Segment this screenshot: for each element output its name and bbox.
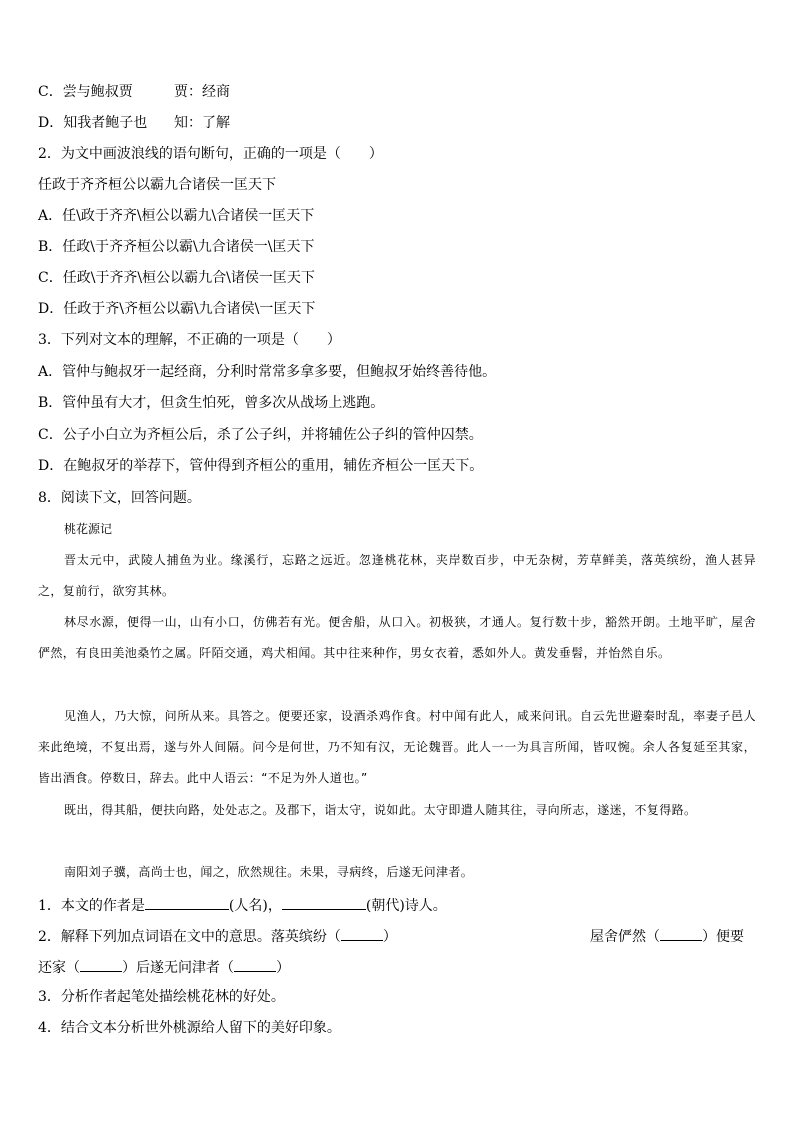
question-3: 3．下列对文本的理解，不正确的一项是（ ） <box>38 332 341 348</box>
question-8: 8．阅读下文，回答问题。 <box>38 490 201 506</box>
yanran-answer-blank[interactable] <box>660 926 702 941</box>
passage-paragraph-3: 见渔人，乃大惊，问所从来。具答之。便要还家，设酒杀鸡作食。村中闻有此人，咸来问讯。自云先世避秦时乱，率妻子邑人来此绝境，不复出焉，遂与外人间隔。问今是何世，乃不知有汉，无论魏晋。此人一一为具言所闻，皆叹惋。余人各复延至其家，皆出酒食。停数日，辞去。此中人语云：“不足为外人道也。” <box>38 709 756 785</box>
answer-question-3: 3．分析作者起笔处描绘桃花林的好处。 <box>38 989 285 1005</box>
answer-question-2: 2．解释下列加点词语在文中的意思。落英缤纷（ ） <box>38 926 397 946</box>
option-d: D．知我者鲍子也 <box>38 115 148 131</box>
option-c: C．尝与鲍叔贾 <box>38 84 133 100</box>
passage-paragraph-2: 林尽水源，便得一山，山有小口，仿佛若有光。便舍船，从口入。初极狭，才通人。复行数十步，豁然开朗。土地平旷，屋舍俨然，有良田美池桑竹之属。阡陌交通，鸡犬相闻。其中往来种作，男女衣着，悉如外人。黄发垂髫，并怡然自乐。 <box>38 615 756 660</box>
passage-paragraph-5: 南阳刘子骥，高尚士也，闻之，欣然规往。未果，寻病终，后遂无问津者。 <box>64 865 474 879</box>
question-2-option-a: A．任\政于齐齐\桓公以霸九\合诸侯一匡天下 <box>38 208 315 224</box>
question-2-option-c: C．任政\于齐齐\桓公以霸九合\诸侯一匡天下 <box>38 270 315 286</box>
answer-question-2-right: 屋舍俨然（ ）便要 <box>590 926 744 946</box>
luoying-answer-blank[interactable] <box>341 926 383 941</box>
question-3-option-b: B．管仲虽有大才，但贪生怕死，曾多次从战场上逃跑。 <box>38 395 385 411</box>
option-c-gloss: 贾：经商 <box>174 84 230 100</box>
question-2-sentence: 任政于齐齐桓公以霸九合诸侯一匡天下 <box>38 177 276 193</box>
question-2-option-d: D．任政于齐\齐桓公以霸\九合诸侯\一匡天下 <box>38 301 316 317</box>
answer-question-4: 4．结合文本分析世外桃源给人留下的美好印象。 <box>38 1020 341 1036</box>
passage-paragraph-4: 既出，得其船，便扶向路，处处志之。及郡下，诣太守，说如此。太守即遣人随其往，寻向所志，遂迷，不复得路。 <box>64 803 697 817</box>
yao-answer-blank[interactable] <box>80 957 122 972</box>
question-3-option-a: A．管仲与鲍叔牙一起经商，分利时常常多拿多要，但鲍叔牙始终善待他。 <box>38 364 497 380</box>
question-2-option-b: B．任政\于齐齐桓公以霸\九合诸侯一\匡天下 <box>38 239 315 255</box>
author-answer-blank[interactable] <box>145 895 229 910</box>
question-3-option-c: C．公子小白立为齐桓公后，杀了公子纠，并将辅佐公子纠的管仲囚禁。 <box>38 427 483 443</box>
dynasty-answer-blank[interactable] <box>282 895 366 910</box>
passage-title: 桃花源记 <box>64 522 113 536</box>
question-3-option-d: D．在鲍叔牙的举荐下，管仲得到齐桓公的重用，辅佐齐桓公一匡天下。 <box>38 458 484 474</box>
passage-paragraph-1: 晋太元中，武陵人捕鱼为业。缘溪行，忘路之远近。忽逢桃花林，夹岸数百步，中无杂树，芳草鲜美，落英缤纷，渔人甚异之，复前行，欲穷其林。 <box>38 553 756 598</box>
question-2: 2．为文中画波浪线的语句断句，正确的一项是（ ） <box>38 146 383 162</box>
wenjin-answer-blank[interactable] <box>234 957 276 972</box>
option-d-gloss: 知：了解 <box>174 115 230 131</box>
answer-question-2-line-2: 还家（ ）后遂无问津者（ ） <box>38 957 290 977</box>
answer-question-1: 1．本文的作者是 (人名)， (朝代)诗人。 <box>38 895 447 915</box>
